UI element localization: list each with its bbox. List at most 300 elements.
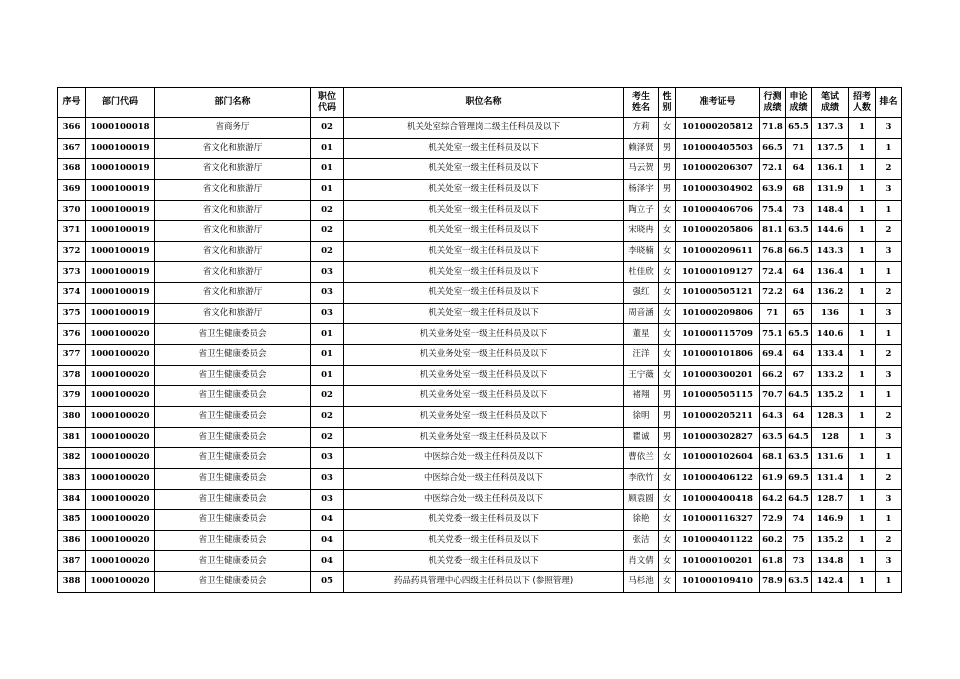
cell-dept-name: 省卫生健康委员会 <box>155 386 311 407</box>
cell-quota: 1 <box>849 138 876 159</box>
cell-gender: 女 <box>659 303 676 324</box>
cell-position-name: 中医综合处一级主任科员及以下 <box>344 468 624 489</box>
cell-position-code: 01 <box>311 365 344 386</box>
cell-xingce-score: 76.8 <box>760 241 786 262</box>
cell-position-code: 01 <box>311 345 344 366</box>
cell-candidate-name: 张洁 <box>624 530 659 551</box>
cell-rank: 3 <box>876 551 902 572</box>
cell-written-score: 133.2 <box>812 365 849 386</box>
cell-position-code: 03 <box>311 468 344 489</box>
table-row <box>58 468 902 489</box>
cell-position-name: 机关处室一级主任科员及以下 <box>344 200 624 221</box>
table-row <box>58 427 902 448</box>
cell-rank: 2 <box>876 530 902 551</box>
cell-ticket-number: 101000206307 <box>676 159 760 180</box>
cell-gender: 男 <box>659 138 676 159</box>
cell-shenlun-score: 64 <box>786 283 812 304</box>
cell-candidate-name: 杜佳欣 <box>624 262 659 283</box>
cell-dept-name: 省卫生健康委员会 <box>155 551 311 572</box>
results-table <box>57 87 902 593</box>
cell-quota: 1 <box>849 510 876 531</box>
cell-rank: 1 <box>876 448 902 469</box>
cell-rank: 2 <box>876 406 902 427</box>
cell-quota: 1 <box>849 489 876 510</box>
table-row <box>58 118 902 139</box>
cell-quota: 1 <box>849 200 876 221</box>
cell-position-name: 机关处室一级主任科员及以下 <box>344 159 624 180</box>
cell-seq: 377 <box>58 345 86 366</box>
cell-candidate-name: 顾袁圆 <box>624 489 659 510</box>
cell-seq: 366 <box>58 118 86 139</box>
cell-candidate-name: 董星 <box>624 324 659 345</box>
cell-dept-code: 1000100020 <box>86 530 155 551</box>
cell-quota: 1 <box>849 530 876 551</box>
cell-quota: 1 <box>849 221 876 242</box>
cell-seq: 386 <box>58 530 86 551</box>
cell-dept-name: 省卫生健康委员会 <box>155 489 311 510</box>
cell-dept-name: 省卫生健康委员会 <box>155 530 311 551</box>
cell-seq: 379 <box>58 386 86 407</box>
cell-written-score: 133.4 <box>812 345 849 366</box>
table-row <box>58 303 902 324</box>
cell-ticket-number: 101000406122 <box>676 468 760 489</box>
cell-dept-name: 省卫生健康委员会 <box>155 427 311 448</box>
table-row <box>58 551 902 572</box>
cell-seq: 371 <box>58 221 86 242</box>
cell-written-score: 143.3 <box>812 241 849 262</box>
cell-ticket-number: 101000302827 <box>676 427 760 448</box>
header-quota: 招考 人数 <box>849 88 876 118</box>
cell-dept-code: 1000100019 <box>86 159 155 180</box>
header-gender: 性 别 <box>659 88 676 118</box>
cell-gender: 女 <box>659 448 676 469</box>
cell-position-name: 机关业务处室一级主任科员及以下 <box>344 386 624 407</box>
table-row <box>58 159 902 180</box>
cell-dept-name: 省卫生健康委员会 <box>155 572 311 593</box>
cell-xingce-score: 61.8 <box>760 551 786 572</box>
cell-candidate-name: 周音涵 <box>624 303 659 324</box>
cell-gender: 男 <box>659 386 676 407</box>
table-row <box>58 345 902 366</box>
cell-candidate-name: 曹依兰 <box>624 448 659 469</box>
cell-xingce-score: 75.1 <box>760 324 786 345</box>
cell-rank: 2 <box>876 221 902 242</box>
cell-ticket-number: 101000405503 <box>676 138 760 159</box>
cell-quota: 1 <box>849 448 876 469</box>
cell-shenlun-score: 64.5 <box>786 489 812 510</box>
cell-rank: 1 <box>876 510 902 531</box>
cell-position-code: 01 <box>311 179 344 200</box>
cell-rank: 2 <box>876 283 902 304</box>
cell-rank: 2 <box>876 468 902 489</box>
cell-quota: 1 <box>849 406 876 427</box>
cell-position-code: 05 <box>311 572 344 593</box>
cell-seq: 387 <box>58 551 86 572</box>
cell-seq: 369 <box>58 179 86 200</box>
cell-gender: 女 <box>659 200 676 221</box>
cell-xingce-score: 71.8 <box>760 118 786 139</box>
cell-rank: 1 <box>876 386 902 407</box>
cell-seq: 372 <box>58 241 86 262</box>
cell-gender: 女 <box>659 551 676 572</box>
cell-rank: 3 <box>876 303 902 324</box>
cell-position-code: 02 <box>311 386 344 407</box>
cell-ticket-number: 101000205211 <box>676 406 760 427</box>
cell-position-name: 机关业务处室一级主任科员及以下 <box>344 345 624 366</box>
cell-quota: 1 <box>849 324 876 345</box>
table-row <box>58 406 902 427</box>
cell-written-score: 128 <box>812 427 849 448</box>
cell-ticket-number: 101000109410 <box>676 572 760 593</box>
cell-candidate-name: 肖文倩 <box>624 551 659 572</box>
header-position-name: 职位名称 <box>344 88 624 118</box>
cell-ticket-number: 101000400418 <box>676 489 760 510</box>
cell-position-code: 01 <box>311 159 344 180</box>
cell-shenlun-score: 64 <box>786 345 812 366</box>
cell-position-name: 机关业务处室一级主任科员及以下 <box>344 427 624 448</box>
table-row <box>58 365 902 386</box>
cell-dept-code: 1000100019 <box>86 179 155 200</box>
cell-xingce-score: 69.4 <box>760 345 786 366</box>
header-written-score: 笔试 成绩 <box>812 88 849 118</box>
cell-gender: 女 <box>659 241 676 262</box>
cell-gender: 女 <box>659 572 676 593</box>
cell-position-name: 机关处室一级主任科员及以下 <box>344 303 624 324</box>
cell-shenlun-score: 64 <box>786 406 812 427</box>
cell-shenlun-score: 64.5 <box>786 427 812 448</box>
cell-written-score: 136.4 <box>812 262 849 283</box>
cell-position-name: 机关处室综合管理岗二级主任科员及以下 <box>344 118 624 139</box>
table-row <box>58 510 902 531</box>
cell-candidate-name: 陶立子 <box>624 200 659 221</box>
cell-seq: 380 <box>58 406 86 427</box>
cell-position-name: 机关处室一级主任科员及以下 <box>344 138 624 159</box>
cell-shenlun-score: 65.5 <box>786 324 812 345</box>
cell-ticket-number: 101000209806 <box>676 303 760 324</box>
cell-candidate-name: 宋晓冉 <box>624 221 659 242</box>
cell-candidate-name: 方莉 <box>624 118 659 139</box>
cell-xingce-score: 64.3 <box>760 406 786 427</box>
cell-seq: 368 <box>58 159 86 180</box>
cell-dept-code: 1000100020 <box>86 510 155 531</box>
cell-quota: 1 <box>849 241 876 262</box>
cell-quota: 1 <box>849 283 876 304</box>
cell-dept-name: 省卫生健康委员会 <box>155 448 311 469</box>
cell-seq: 382 <box>58 448 86 469</box>
cell-ticket-number: 101000100201 <box>676 551 760 572</box>
header-rank: 排名 <box>876 88 902 118</box>
cell-quota: 1 <box>849 365 876 386</box>
header-shenlun-score: 申论 成绩 <box>786 88 812 118</box>
cell-candidate-name: 徐明 <box>624 406 659 427</box>
cell-dept-code: 1000100019 <box>86 138 155 159</box>
cell-dept-code: 1000100019 <box>86 262 155 283</box>
cell-dept-name: 省文化和旅游厅 <box>155 138 311 159</box>
cell-quota: 1 <box>849 551 876 572</box>
cell-position-name: 中医综合处一级主任科员及以下 <box>344 489 624 510</box>
cell-rank: 3 <box>876 241 902 262</box>
cell-written-score: 148.4 <box>812 200 849 221</box>
cell-dept-code: 1000100020 <box>86 406 155 427</box>
cell-seq: 383 <box>58 468 86 489</box>
header-seq: 序号 <box>58 88 86 118</box>
header-row <box>58 88 902 118</box>
cell-ticket-number: 101000116327 <box>676 510 760 531</box>
cell-gender: 女 <box>659 324 676 345</box>
cell-written-score: 136 <box>812 303 849 324</box>
cell-xingce-score: 72.2 <box>760 283 786 304</box>
cell-position-name: 机关业务处室一级主任科员及以下 <box>344 365 624 386</box>
header-ticket-number: 准考证号 <box>676 88 760 118</box>
cell-gender: 女 <box>659 530 676 551</box>
cell-seq: 378 <box>58 365 86 386</box>
cell-rank: 1 <box>876 572 902 593</box>
cell-rank: 1 <box>876 324 902 345</box>
cell-written-score: 131.9 <box>812 179 849 200</box>
cell-ticket-number: 101000300201 <box>676 365 760 386</box>
cell-written-score: 131.4 <box>812 468 849 489</box>
cell-rank: 3 <box>876 427 902 448</box>
cell-dept-name: 省文化和旅游厅 <box>155 241 311 262</box>
cell-rank: 3 <box>876 179 902 200</box>
cell-position-name: 药品药具管理中心四级主任科员以下 (参照管理) <box>344 572 624 593</box>
cell-xingce-score: 72.1 <box>760 159 786 180</box>
cell-quota: 1 <box>849 159 876 180</box>
header-dept-name: 部门名称 <box>155 88 311 118</box>
cell-quota: 1 <box>849 468 876 489</box>
cell-position-name: 中医综合处一级主任科员及以下 <box>344 448 624 469</box>
cell-gender: 女 <box>659 345 676 366</box>
cell-xingce-score: 60.2 <box>760 530 786 551</box>
cell-dept-name: 省卫生健康委员会 <box>155 345 311 366</box>
cell-shenlun-score: 64 <box>786 262 812 283</box>
cell-quota: 1 <box>849 572 876 593</box>
cell-written-score: 131.6 <box>812 448 849 469</box>
cell-dept-code: 1000100020 <box>86 427 155 448</box>
cell-dept-name: 省卫生健康委员会 <box>155 468 311 489</box>
cell-quota: 1 <box>849 427 876 448</box>
cell-gender: 女 <box>659 468 676 489</box>
table-row <box>58 200 902 221</box>
cell-written-score: 144.6 <box>812 221 849 242</box>
cell-position-name: 机关处室一级主任科员及以下 <box>344 262 624 283</box>
cell-ticket-number: 101000406706 <box>676 200 760 221</box>
cell-dept-name: 省文化和旅游厅 <box>155 179 311 200</box>
cell-ticket-number: 101000505121 <box>676 283 760 304</box>
cell-rank: 3 <box>876 365 902 386</box>
cell-seq: 373 <box>58 262 86 283</box>
header-dept-code: 部门代码 <box>86 88 155 118</box>
cell-candidate-name: 褚翔 <box>624 386 659 407</box>
cell-shenlun-score: 73 <box>786 200 812 221</box>
cell-gender: 男 <box>659 406 676 427</box>
cell-dept-code: 1000100019 <box>86 200 155 221</box>
cell-quota: 1 <box>849 179 876 200</box>
cell-position-code: 03 <box>311 283 344 304</box>
cell-written-score: 142.4 <box>812 572 849 593</box>
table-row <box>58 572 902 593</box>
cell-xingce-score: 78.9 <box>760 572 786 593</box>
cell-position-name: 机关党委一级主任科员及以下 <box>344 551 624 572</box>
cell-dept-name: 省卫生健康委员会 <box>155 324 311 345</box>
cell-dept-code: 1000100019 <box>86 283 155 304</box>
cell-dept-code: 1000100020 <box>86 572 155 593</box>
cell-position-code: 04 <box>311 530 344 551</box>
cell-gender: 男 <box>659 159 676 180</box>
cell-rank: 1 <box>876 200 902 221</box>
cell-written-score: 135.2 <box>812 386 849 407</box>
cell-ticket-number: 101000109127 <box>676 262 760 283</box>
cell-ticket-number: 101000205806 <box>676 221 760 242</box>
cell-candidate-name: 杨泽宇 <box>624 179 659 200</box>
cell-candidate-name: 强红 <box>624 283 659 304</box>
cell-dept-code: 1000100020 <box>86 489 155 510</box>
cell-dept-code: 1000100020 <box>86 324 155 345</box>
cell-xingce-score: 66.2 <box>760 365 786 386</box>
cell-written-score: 137.3 <box>812 118 849 139</box>
cell-written-score: 135.2 <box>812 530 849 551</box>
cell-position-code: 03 <box>311 303 344 324</box>
cell-dept-name: 省文化和旅游厅 <box>155 221 311 242</box>
cell-candidate-name: 马杉池 <box>624 572 659 593</box>
cell-xingce-score: 63.5 <box>760 427 786 448</box>
cell-dept-code: 1000100020 <box>86 468 155 489</box>
cell-ticket-number: 101000304902 <box>676 179 760 200</box>
cell-rank: 2 <box>876 345 902 366</box>
cell-position-name: 机关业务处室一级主任科员及以下 <box>344 406 624 427</box>
cell-seq: 376 <box>58 324 86 345</box>
cell-dept-code: 1000100020 <box>86 345 155 366</box>
cell-position-code: 02 <box>311 221 344 242</box>
cell-xingce-score: 81.1 <box>760 221 786 242</box>
cell-gender: 女 <box>659 365 676 386</box>
cell-xingce-score: 71 <box>760 303 786 324</box>
table-row <box>58 448 902 469</box>
cell-ticket-number: 101000401122 <box>676 530 760 551</box>
cell-dept-name: 省文化和旅游厅 <box>155 303 311 324</box>
cell-position-code: 02 <box>311 200 344 221</box>
cell-candidate-name: 汪洋 <box>624 345 659 366</box>
table-row <box>58 283 902 304</box>
cell-dept-code: 1000100019 <box>86 241 155 262</box>
cell-candidate-name: 瞿诚 <box>624 427 659 448</box>
cell-seq: 374 <box>58 283 86 304</box>
cell-position-name: 机关党委一级主任科员及以下 <box>344 510 624 531</box>
cell-gender: 女 <box>659 262 676 283</box>
cell-dept-code: 1000100019 <box>86 303 155 324</box>
table-row <box>58 489 902 510</box>
cell-gender: 男 <box>659 427 676 448</box>
cell-gender: 女 <box>659 118 676 139</box>
cell-position-name: 机关处室一级主任科员及以下 <box>344 179 624 200</box>
header-candidate-name: 考生 姓名 <box>624 88 659 118</box>
cell-candidate-name: 李晓楠 <box>624 241 659 262</box>
cell-written-score: 134.8 <box>812 551 849 572</box>
cell-rank: 3 <box>876 118 902 139</box>
cell-seq: 384 <box>58 489 86 510</box>
cell-position-code: 02 <box>311 241 344 262</box>
cell-quota: 1 <box>849 303 876 324</box>
cell-dept-name: 省卫生健康委员会 <box>155 365 311 386</box>
cell-dept-code: 1000100020 <box>86 365 155 386</box>
cell-quota: 1 <box>849 118 876 139</box>
cell-candidate-name: 徐艳 <box>624 510 659 531</box>
cell-written-score: 136.2 <box>812 283 849 304</box>
cell-position-name: 机关党委一级主任科员及以下 <box>344 530 624 551</box>
cell-position-code: 03 <box>311 262 344 283</box>
cell-candidate-name: 赖泽贤 <box>624 138 659 159</box>
cell-written-score: 146.9 <box>812 510 849 531</box>
table-row <box>58 221 902 242</box>
cell-written-score: 137.5 <box>812 138 849 159</box>
cell-ticket-number: 101000505115 <box>676 386 760 407</box>
cell-position-name: 机关处室一级主任科员及以下 <box>344 283 624 304</box>
cell-position-code: 03 <box>311 448 344 469</box>
table-row <box>58 386 902 407</box>
cell-position-name: 机关业务处室一级主任科员及以下 <box>344 324 624 345</box>
cell-dept-name: 省文化和旅游厅 <box>155 283 311 304</box>
cell-shenlun-score: 75 <box>786 530 812 551</box>
cell-position-code: 01 <box>311 138 344 159</box>
cell-gender: 女 <box>659 283 676 304</box>
cell-seq: 375 <box>58 303 86 324</box>
cell-dept-name: 省文化和旅游厅 <box>155 262 311 283</box>
cell-quota: 1 <box>849 345 876 366</box>
cell-shenlun-score: 63.5 <box>786 572 812 593</box>
cell-gender: 女 <box>659 489 676 510</box>
cell-dept-code: 1000100019 <box>86 221 155 242</box>
cell-xingce-score: 66.5 <box>760 138 786 159</box>
cell-xingce-score: 61.9 <box>760 468 786 489</box>
table-row <box>58 262 902 283</box>
cell-xingce-score: 75.4 <box>760 200 786 221</box>
cell-dept-code: 1000100020 <box>86 448 155 469</box>
cell-position-code: 02 <box>311 118 344 139</box>
cell-shenlun-score: 71 <box>786 138 812 159</box>
cell-xingce-score: 72.4 <box>760 262 786 283</box>
cell-shenlun-score: 63.5 <box>786 448 812 469</box>
cell-candidate-name: 李欣竹 <box>624 468 659 489</box>
cell-position-name: 机关处室一级主任科员及以下 <box>344 221 624 242</box>
cell-xingce-score: 63.9 <box>760 179 786 200</box>
cell-dept-code: 1000100020 <box>86 386 155 407</box>
cell-written-score: 128.7 <box>812 489 849 510</box>
cell-seq: 385 <box>58 510 86 531</box>
header-xingce-score: 行测 成绩 <box>760 88 786 118</box>
cell-quota: 1 <box>849 262 876 283</box>
cell-position-code: 01 <box>311 324 344 345</box>
cell-shenlun-score: 74 <box>786 510 812 531</box>
cell-seq: 370 <box>58 200 86 221</box>
cell-shenlun-score: 65.5 <box>786 118 812 139</box>
cell-shenlun-score: 64 <box>786 159 812 180</box>
cell-position-code: 02 <box>311 406 344 427</box>
cell-rank: 2 <box>876 159 902 180</box>
cell-candidate-name: 马云贺 <box>624 159 659 180</box>
cell-gender: 男 <box>659 179 676 200</box>
cell-ticket-number: 101000102604 <box>676 448 760 469</box>
cell-position-code: 04 <box>311 551 344 572</box>
cell-candidate-name: 王宁薇 <box>624 365 659 386</box>
cell-rank: 3 <box>876 489 902 510</box>
cell-dept-code: 1000100020 <box>86 551 155 572</box>
cell-ticket-number: 101000205812 <box>676 118 760 139</box>
cell-gender: 女 <box>659 510 676 531</box>
cell-shenlun-score: 66.5 <box>786 241 812 262</box>
cell-shenlun-score: 67 <box>786 365 812 386</box>
cell-dept-name: 省卫生健康委员会 <box>155 406 311 427</box>
cell-position-code: 03 <box>311 489 344 510</box>
